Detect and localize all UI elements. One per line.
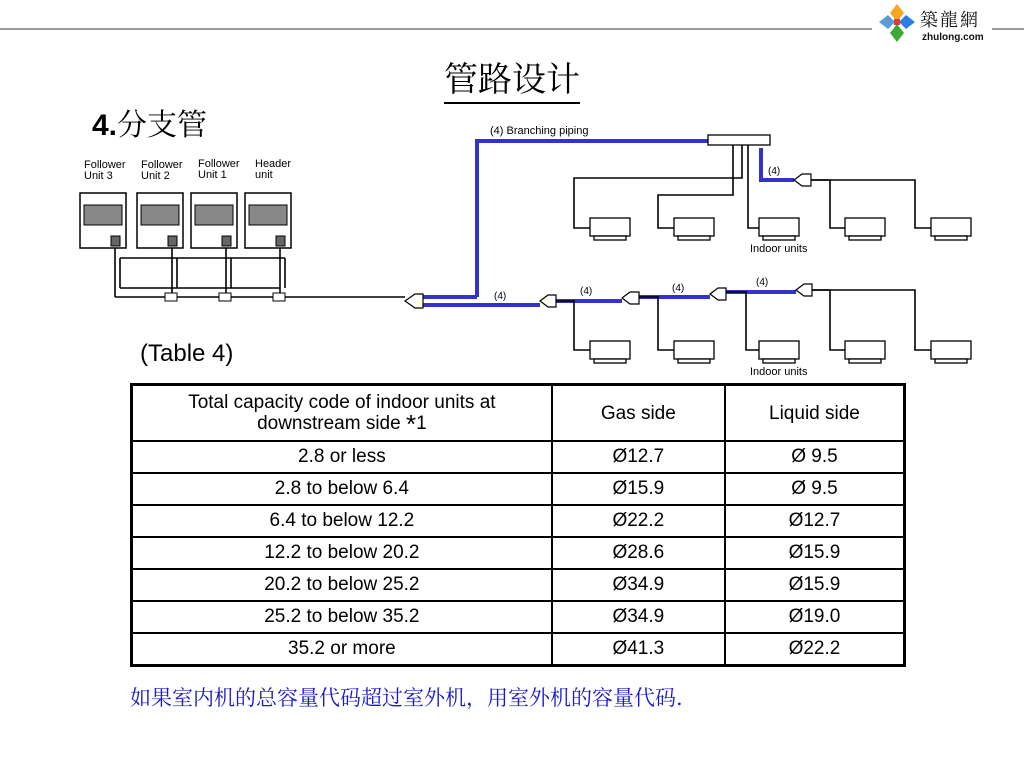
logo-chinese-text: 築龍網 — [920, 10, 980, 31]
cell-liquid: Ø12.7 — [725, 505, 905, 537]
outdoor-unit-follower-3 — [80, 193, 126, 248]
branch-header — [708, 135, 770, 145]
indoor-units-lower — [590, 341, 971, 363]
outdoor-label-f2-line2: Unit 2 — [141, 170, 170, 182]
header-capacity-line2: downstream side — [257, 412, 401, 434]
page-title-text: 管路设计 — [444, 60, 580, 104]
outdoor-unit-header — [245, 193, 291, 248]
header-capacity — [132, 385, 552, 442]
table-header-row — [132, 385, 905, 442]
table-row — [132, 537, 905, 569]
indoor-units-label-lower: Indoor units — [750, 366, 808, 378]
table-row — [132, 473, 905, 505]
outdoor-label-header-line2: unit — [255, 169, 273, 181]
cell-capacity: 2.8 or less — [132, 441, 552, 473]
outdoor-label-header-line1: Header — [255, 158, 292, 170]
table-caption: (Table 4) — [140, 340, 234, 367]
cell-liquid: Ø15.9 — [725, 569, 905, 601]
outdoor-unit-follower-2 — [137, 193, 183, 248]
footnote-text: 如果室内机的总容量代码超过室外机，用室外机的容量代码. — [130, 686, 683, 710]
branch-marker-2: (4) — [580, 286, 593, 297]
branch-marker-upper: (4) — [768, 166, 781, 177]
branch-marker-1: (4) — [494, 291, 507, 302]
cell-gas: Ø28.6 — [552, 537, 725, 569]
header-liquid-side: Liquid side — [725, 385, 905, 442]
cell-gas: Ø12.7 — [552, 441, 725, 473]
branch-marker-4: (4) — [756, 277, 769, 288]
outdoor-unit-follower-1 — [191, 193, 237, 248]
table-row — [132, 569, 905, 601]
cell-liquid: Ø 9.5 — [725, 441, 905, 473]
branch-marker-3: (4) — [672, 283, 685, 294]
logo-url-text: zhulong.com — [922, 32, 984, 43]
header-capacity-line1: Total capacity code of indoor units at — [188, 391, 496, 413]
outdoor-header-piping — [115, 248, 405, 297]
cell-capacity: 35.2 or more — [132, 633, 552, 666]
cell-capacity: 20.2 to below 25.2 — [132, 569, 552, 601]
cell-liquid: Ø22.2 — [725, 633, 905, 666]
section-number: 4. — [92, 109, 118, 142]
branching-piping-label: (4) Branching piping — [490, 125, 589, 137]
upper-branch-lines — [574, 145, 932, 228]
cell-gas: Ø34.9 — [552, 569, 725, 601]
outdoor-label-f3-line2: Unit 3 — [84, 170, 113, 182]
cell-capacity: 25.2 to below 35.2 — [132, 601, 552, 633]
cell-gas: Ø22.2 — [552, 505, 725, 537]
cell-capacity: 6.4 to below 12.2 — [132, 505, 552, 537]
cell-gas: Ø41.3 — [552, 633, 725, 666]
table-row — [132, 441, 905, 473]
section-title: 分支管 — [117, 108, 208, 143]
outdoor-label-f3-line1: Follower — [84, 159, 126, 171]
header-capacity-note: 1 — [416, 412, 427, 434]
cell-liquid: Ø19.0 — [725, 601, 905, 633]
header-gas-side: Gas side — [552, 385, 725, 442]
cell-gas: Ø34.9 — [552, 601, 725, 633]
cell-liquid: Ø15.9 — [725, 537, 905, 569]
outdoor-label-f1-line2: Unit 1 — [198, 169, 227, 181]
cell-capacity: 2.8 to below 6.4 — [132, 473, 552, 505]
table-row — [132, 633, 905, 666]
table-row — [132, 601, 905, 633]
header-capacity-star: * — [405, 408, 417, 439]
cell-gas: Ø15.9 — [552, 473, 725, 505]
outdoor-label-f2-line1: Follower — [141, 159, 183, 171]
cell-capacity: 12.2 to below 20.2 — [132, 537, 552, 569]
table-row — [132, 505, 905, 537]
branch-joints — [405, 174, 812, 308]
indoor-units-upper — [590, 218, 971, 240]
pipe-size-table — [130, 383, 906, 667]
outdoor-label-f1-line1: Follower — [198, 158, 240, 170]
indoor-units-label-upper: Indoor units — [750, 243, 808, 255]
cell-liquid: Ø 9.5 — [725, 473, 905, 505]
